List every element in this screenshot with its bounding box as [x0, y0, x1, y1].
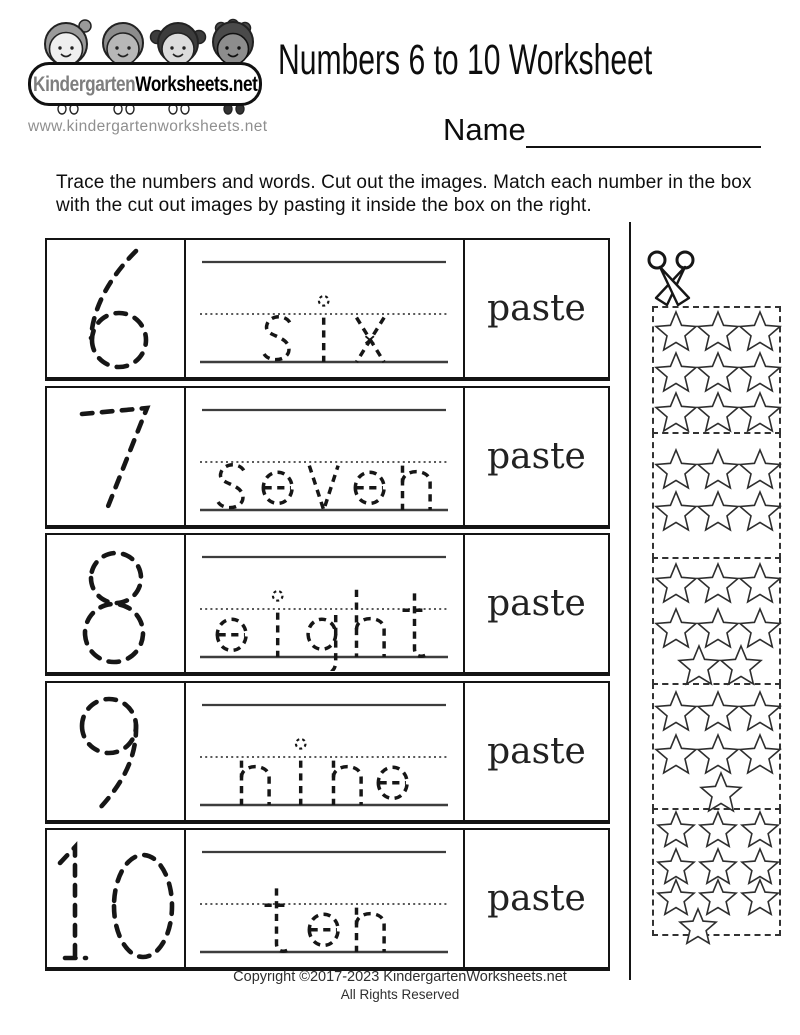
number-trace-cell	[45, 386, 186, 529]
table-row	[45, 681, 610, 824]
star-cutout-box	[652, 808, 781, 936]
paste-cell	[463, 386, 610, 529]
table-row	[45, 828, 610, 971]
table-row	[45, 386, 610, 529]
copyright-text: Copyright ©2017-2023 KindergartenWorksheets.net	[233, 969, 567, 985]
paste-cell	[463, 828, 610, 971]
paste-cell	[463, 533, 610, 676]
name-field	[443, 112, 761, 148]
star-cutout-box	[652, 306, 781, 434]
paste-label: paste	[487, 288, 586, 329]
word-trace-cell	[184, 828, 466, 971]
site-logo	[28, 14, 266, 144]
number-trace-cell	[45, 681, 186, 824]
table-row	[45, 533, 610, 676]
star-cutout-box	[652, 432, 781, 560]
rights-text: All Rights Reserved	[340, 987, 460, 1002]
star-cutout-box	[652, 683, 781, 811]
word-trace-cell	[184, 681, 466, 824]
kid-avatar-2	[103, 23, 143, 65]
logo-banner	[28, 62, 262, 106]
logo-wordmark: KindergartenWorksheets.net	[32, 71, 258, 96]
paste-label: paste	[487, 730, 586, 772]
logo-url: www.kindergartenworksheets.net	[28, 118, 268, 135]
kid-avatar-3	[151, 23, 206, 65]
word-trace-cell	[184, 386, 466, 529]
scissors-icon	[644, 247, 704, 309]
word-trace-cell	[184, 238, 466, 381]
number-trace-cell	[45, 238, 186, 381]
footer	[0, 969, 800, 1002]
paste-label: paste	[487, 878, 586, 919]
page-title: Numbers 6 to 10 Worksheet	[278, 36, 653, 84]
paste-label: paste	[487, 583, 586, 624]
word-trace-cell	[184, 533, 466, 676]
name-label: Name	[443, 112, 526, 147]
number-trace-cell	[45, 828, 186, 971]
paste-cell	[463, 681, 610, 824]
paste-label: paste	[487, 435, 586, 477]
star-cutout-box	[652, 557, 781, 685]
number-trace-cell	[45, 533, 186, 676]
name-blank-line	[526, 114, 761, 148]
cutout-star-column	[652, 306, 781, 936]
kid-avatar-1	[45, 20, 91, 66]
paste-cell	[463, 238, 610, 381]
trace-table	[45, 238, 610, 976]
vertical-divider	[629, 222, 631, 980]
kid-avatar-4	[213, 20, 253, 65]
table-row	[45, 238, 610, 381]
instructions-text: Trace the numbers and words. Cut out the images. Match each number in the box with the cut out images by pasting it inside the box on the right.	[56, 172, 752, 216]
